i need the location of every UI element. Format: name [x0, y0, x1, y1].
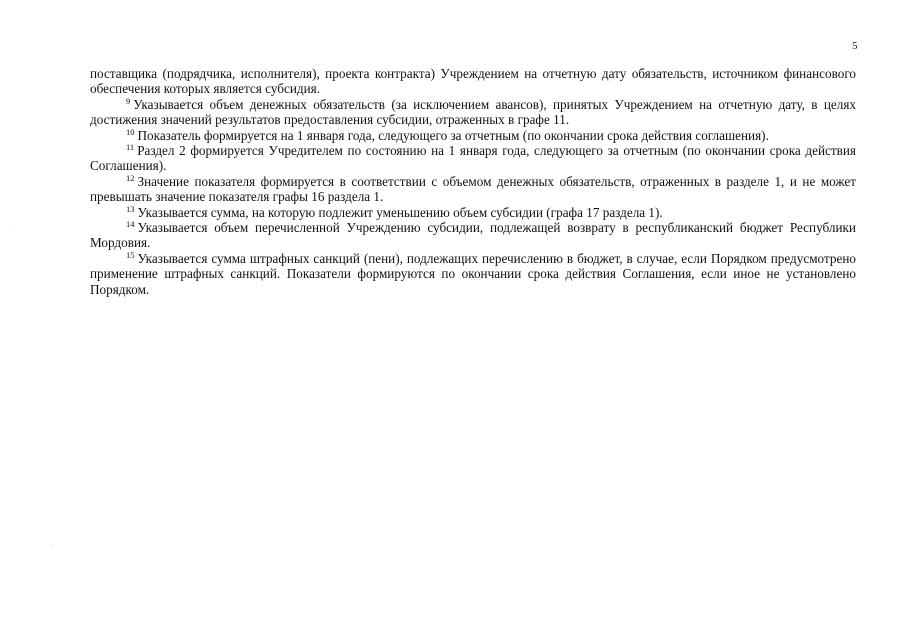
footnote-15: [90, 251, 856, 297]
page-number: 5: [852, 40, 858, 52]
footnote-marker: 10: [126, 126, 135, 137]
footnote-text: Указывается сумма, на которую подлежит уменьшению объем субсидии (графа 17 раздела 1).: [137, 204, 663, 220]
footnote-text: Раздел 2 формируется Учредителем по состоянию на 1 января года, следующего за отчетным (по окончании срока действия Соглашения).: [90, 143, 856, 174]
footnote-marker: 12: [126, 172, 135, 183]
footnote-marker: 14: [126, 219, 135, 230]
footnote-continuation: [90, 66, 856, 97]
footnote-text: Значение показателя формируется в соответствии с объемом денежных обязательств, отраженных в разделе 1, и не может превышать значение показателя графы 16 раздела 1.: [90, 173, 856, 205]
footnote-12: [90, 174, 856, 205]
scan-speck: [52, 545, 53, 546]
footnote-14: [90, 220, 856, 251]
scan-speck: [14, 226, 15, 227]
footnote-text: поставщика (подрядчика, исполнителя), проекта контракта) Учреждением на отчетную дату обязательств, источником финансового обеспечения которых является субсидия.: [90, 66, 856, 97]
footnote-text: Указывается объем денежных обязательств (за исключением авансов), принятых Учреждением на отчетную дату, в целях достижения значений результатов предоставления субсидии, отраженных в графе 11.: [90, 96, 856, 128]
footnote-13: [90, 205, 856, 220]
footnote-marker: 11: [126, 142, 135, 153]
footnote-marker: 9: [126, 95, 131, 106]
footnote-text: Показатель формируется на 1 января года, следующего за отчетным (по окончании срока действия соглашения).: [137, 127, 769, 143]
footnote-marker: 15: [126, 249, 135, 260]
footnote-9: [90, 97, 856, 128]
footnotes-block: [90, 66, 856, 297]
footnote-text: Указывается объем перечисленной Учреждению субсидии, подлежащей возврату в республиканский бюджет Республики Мордовия.: [90, 220, 856, 251]
footnote-11: [90, 143, 856, 174]
footnote-10: [90, 128, 856, 143]
footnote-text: Указывается сумма штрафных санкций (пени), подлежащих перечислению в бюджет, в случае, если Порядком предусмотрено применение штрафных санкций. Показатели формируются по окончании срока действия Соглашения, если иное не установлено Порядком.: [90, 250, 856, 297]
footnote-marker: 13: [126, 203, 135, 214]
